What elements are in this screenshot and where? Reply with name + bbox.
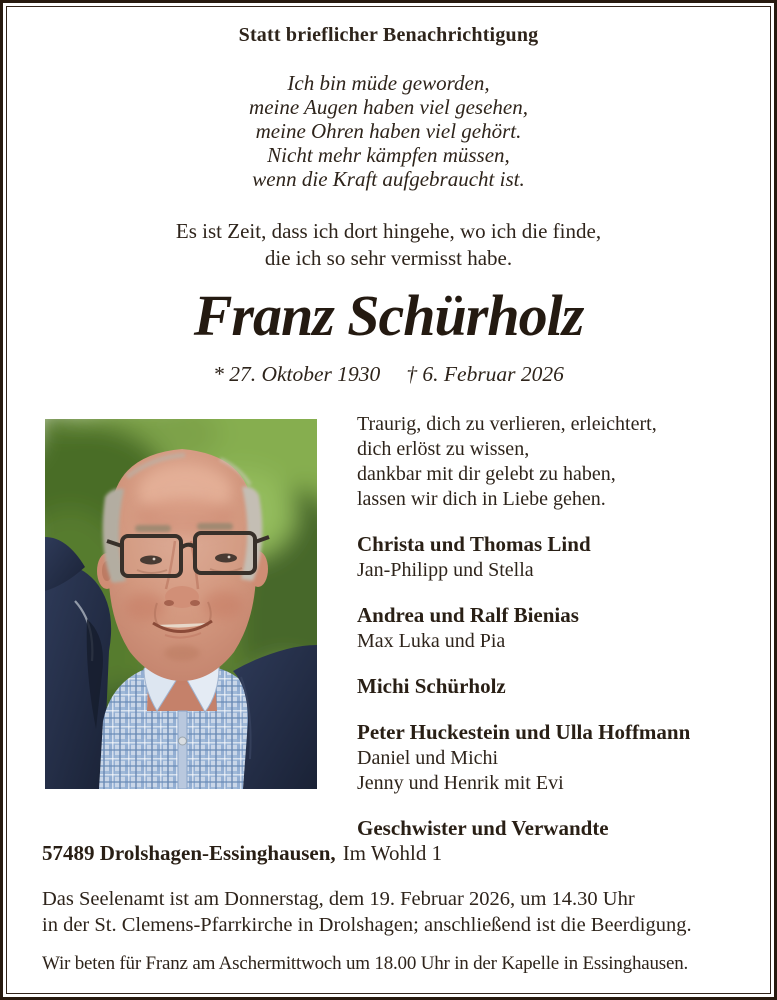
poem-line: Nicht mehr kämpfen müssen,	[267, 143, 510, 167]
address-city: 57489 Drolshagen-Essinghausen,	[42, 841, 336, 865]
family-tribute	[357, 412, 757, 512]
portrait-photo	[45, 419, 317, 789]
poem-line: Ich bin müde geworden,	[287, 71, 490, 95]
service-announcement	[42, 887, 692, 938]
tribute-line: dich erlöst zu wissen,	[357, 438, 530, 460]
tribute-line: Traurig, dich zu verlieren, erleichtert,	[357, 413, 657, 435]
address-line	[42, 841, 442, 866]
family-group	[357, 602, 757, 654]
family-group	[357, 673, 757, 700]
prayer-line: Wir beten für Franz am Aschermittwoch um 18.00 Uhr in der Kapelle in Essinghausen.	[42, 953, 689, 974]
transition-text	[0, 218, 777, 272]
family-children-line: Daniel und Michi	[357, 747, 499, 769]
poem-line: wenn die Kraft aufgebraucht ist.	[252, 167, 525, 191]
memorial-poem	[0, 71, 777, 191]
family-group-name: Andrea und Ralf Bienias	[357, 603, 579, 627]
family-children-line: Max Luka und Pia	[357, 630, 506, 652]
address-street: Im Wohld 1	[342, 841, 443, 865]
tribute-line: lassen wir dich in Liebe gehen.	[357, 488, 606, 510]
poem-line: meine Ohren haben viel gehört.	[255, 119, 522, 143]
portrait-illustration	[45, 419, 317, 789]
service-line: in der St. Clemens-Pfarrkirche in Drolshagen; anschließend ist die Beerdigung.	[42, 913, 692, 936]
family-group-name: Geschwister und Verwandte	[357, 816, 609, 840]
family-group	[357, 531, 757, 583]
shirt-button	[179, 737, 187, 745]
deceased-name: Franz Schürholz	[193, 283, 584, 348]
family-group-name: Michi Schürholz	[357, 674, 506, 698]
transition-line: die ich so sehr vermisst habe.	[264, 246, 513, 270]
family-group	[357, 719, 757, 796]
family-group	[357, 815, 757, 842]
death-date: † 6. Februar 2026	[406, 362, 564, 386]
notice-line: Statt brieflicher Benachrichtigung	[238, 24, 539, 46]
tribute-line: dankbar mit dir gelebt zu haben,	[357, 463, 616, 485]
family-children-line: Jenny und Henrik mit Evi	[357, 772, 564, 794]
poem-line: meine Augen haben viel gesehen,	[249, 95, 528, 119]
transition-line: Es ist Zeit, dass ich dort hingehe, wo ich die finde,	[175, 219, 602, 243]
family-group-name: Peter Huckestein und Ulla Hoffmann	[357, 720, 691, 744]
family-group-name: Christa und Thomas Lind	[357, 532, 591, 556]
family-children-line: Jan-Philipp und Stella	[357, 559, 534, 581]
life-dates	[0, 362, 777, 387]
birth-date: * 27. Oktober 1930	[213, 362, 381, 386]
service-line: Das Seelenamt ist am Donnerstag, dem 19. Februar 2026, um 14.30 Uhr	[42, 888, 635, 910]
family-column	[357, 412, 757, 842]
